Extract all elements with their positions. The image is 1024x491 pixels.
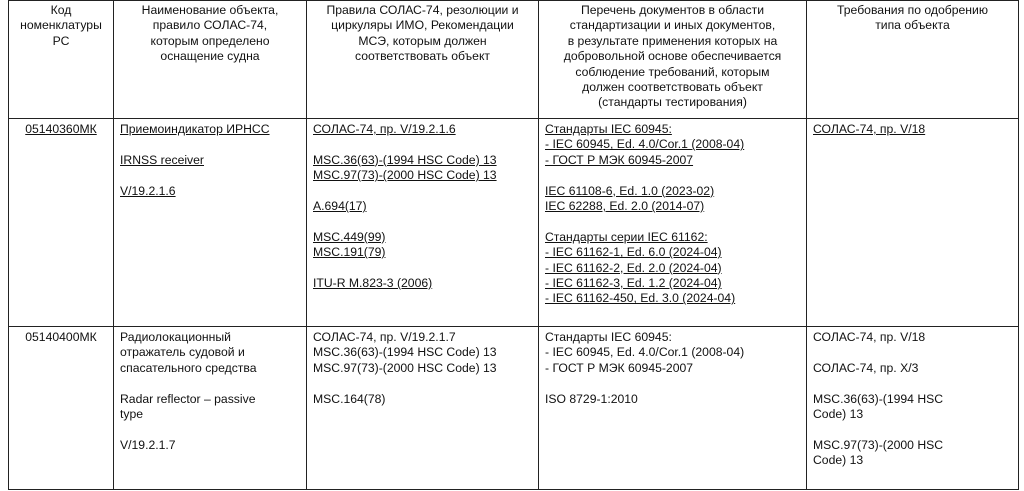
standard-line: IEC 62288, Ed. 2.0 (2014-07) [545,199,705,214]
header-line: номенклатуры [20,18,102,33]
row-rules [307,327,539,490]
standard-line: IEC 61108-6, Ed. 1.0 (2023-02) [545,183,715,198]
standard-line: - IEC 61162-450, Ed. 3.0 (2024-04) [545,291,736,306]
name-line: type [120,407,144,422]
standard-line: - IEC 61162-1, Ed. 6.0 (2024-04) [545,245,722,260]
row-name [114,327,307,490]
rule-line: MSC.97(73)-(2000 HSC Code) 13 [313,168,497,183]
header-row [9,1,1019,119]
name-line: спасательного средства [120,360,257,375]
rule-line: СОЛАС-74, пр. V/19.2.1.7 [313,330,456,344]
approval-line: Code) 13 [813,407,864,421]
row-code [9,327,114,490]
standard-line: - ГОСТ Р МЭК 60945-2007 [545,152,694,167]
standard-line: - IEC 60945, Ed. 4.0/Cor.1 (2008-04) [545,345,745,360]
header-line: Код [50,3,72,17]
standard-line: ISO 8729-1:2010 [545,391,638,406]
header-standards [539,1,807,119]
rule-line: A.694(17) [313,199,367,213]
row-name [114,119,307,327]
requirements-table [8,0,1019,490]
code-value: 05140360МК [25,122,97,136]
approval-line: СОЛАС-74, пр. V/18 [813,122,926,136]
header-code [9,1,114,119]
approval-line: СОЛАС-74, пр. X/3 [813,360,919,375]
header-line: стандартизации и иных документов, [569,18,776,33]
name-line: V/19.2.1.6 [120,183,176,198]
table-row [9,119,1019,327]
approval-line: MSC.97(73)-(2000 HSC [813,437,944,452]
header-line: оснащение судна [160,49,260,64]
header-line: правило СОЛАС-74, [152,18,268,33]
rule-line: MSC.449(99) [313,229,386,244]
row-approval [807,327,1019,490]
header-line: Перечень документов в области [580,3,764,17]
standard-line: Стандарты серии IEC 61162: [545,229,708,244]
standard-line: - ГОСТ Р МЭК 60945-2007 [545,360,694,375]
name-line: IRNSS receiver [120,152,204,167]
header-line: Наименование объекта, [141,3,279,17]
header-name [114,1,307,119]
approval-line: Code) 13 [813,453,864,468]
standard-line: Стандарты IEC 60945: [545,122,672,136]
name-line: V/19.2.1.7 [120,437,176,452]
rule-line: MSC.164(78) [313,391,386,406]
rule-line: MSC.36(63)-(1994 HSC Code) 13 [313,152,497,167]
table-row [9,327,1019,490]
header-line: соблюдение требований, которым [575,64,770,79]
header-rules [307,1,539,119]
header-line: добровольной основе обеспечивается [563,49,782,64]
name-line: Приемоиндикатор ИРНСС [120,122,270,136]
row-standards [539,327,807,490]
standard-line: - IEC 61162-2, Ed. 2.0 (2024-04) [545,260,722,275]
name-line: отражатель судовой и [120,345,245,360]
approval-line: СОЛАС-74, пр. V/18 [813,330,926,344]
row-standards [539,119,807,327]
rule-line: СОЛАС-74, пр. V/19.2.1.6 [313,122,456,136]
standard-line: - IEC 61162-3, Ed. 1.2 (2024-04) [545,276,722,291]
standard-line: - IEC 60945, Ed. 4.0/Cor.1 (2008-04) [545,137,745,152]
header-line: в результате применения которых на [567,33,778,48]
header-line: должен соответствовать объект [582,80,763,95]
header-line: которым определено [150,33,270,48]
row-approval [807,119,1019,327]
standard-line: Стандарты IEC 60945: [545,330,672,344]
row-rules [307,119,539,327]
header-line: МСЭ, которым должен [358,33,487,48]
header-line: Правила СОЛАС-74, резолюции и [326,3,519,17]
rule-line: MSC.191(79) [313,245,386,260]
rule-line: MSC.97(73)-(2000 HSC Code) 13 [313,360,497,375]
code-value: 05140400МК [25,330,97,344]
rule-line: MSC.36(63)-(1994 HSC Code) 13 [313,345,497,360]
header-line: (стандарты тестирования) [598,95,747,110]
header-approval [807,1,1019,119]
header-line: соответствовать объект [354,49,490,64]
rule-line: ITU-R M.823-3 (2006) [313,276,433,290]
row-code [9,119,114,327]
header-line: циркуляры ИМО, Рекомендации [331,18,514,33]
header-line: типа объекта [875,18,950,33]
header-line: РС [52,33,70,48]
approval-line: MSC.36(63)-(1994 HSC [813,391,944,406]
name-line: Радиолокационный [120,330,231,344]
header-line: Требования по одобрению [837,3,988,17]
name-line: Radar reflector – passive [120,391,256,406]
